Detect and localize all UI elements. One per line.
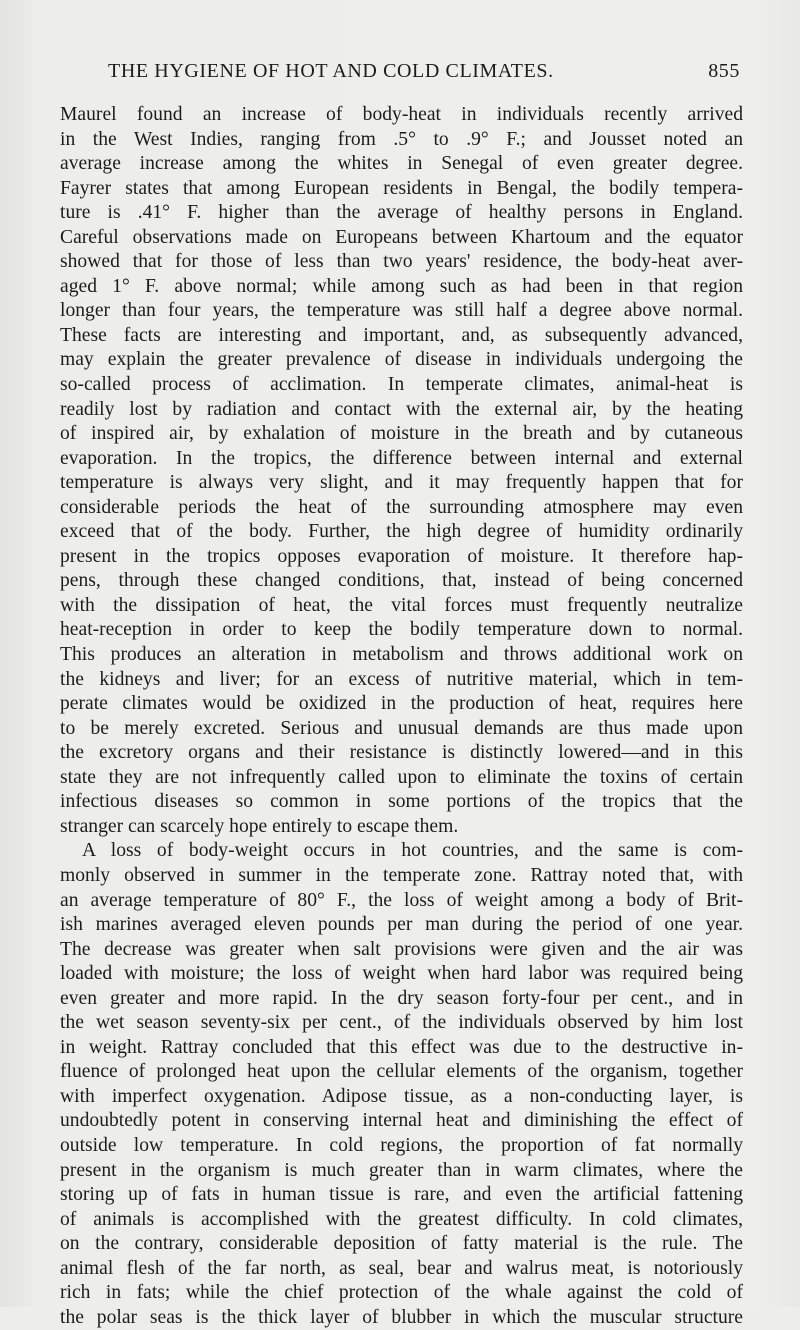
running-title: THE HYGIENE OF HOT AND COLD CLIMATES.: [108, 60, 554, 82]
body-text: [60, 103, 743, 1330]
text-line: to be merely excreted. Serious and unusual demands are thus made upon: [60, 717, 743, 739]
text-line: present in the organism is much greater than in warm climates, where the: [60, 1159, 743, 1181]
text-line: loaded with moisture; the loss of weight when hard labor was required being: [60, 963, 743, 985]
text-line: may explain the greater prevalence of disease in individuals undergoing the: [60, 349, 743, 371]
text-line: storing up of fats in human tissue is rare, and even the artificial fattening: [60, 1184, 743, 1206]
page-number: 855: [708, 60, 740, 82]
text-line: readily lost by radiation and contact with the external air, by the heating: [60, 398, 743, 420]
text-line: These facts are interesting and important, and, as subsequently advanced,: [60, 324, 743, 346]
text-line: state they are not infrequently called upon to eliminate the toxins of certain: [60, 766, 743, 788]
text-line: pens, through these changed conditions, that, instead of being concerned: [60, 570, 743, 592]
text-line: stranger can scarcely hope entirely to escape them.: [60, 815, 459, 837]
text-line: an average temperature of 80° F., the loss of weight among a body of Brit-: [60, 889, 743, 911]
text-line: aged 1° F. above normal; while among such as had been in that region: [60, 275, 743, 297]
text-line: temperature is always very slight, and it may frequently happen that for: [60, 472, 743, 494]
text-line: considerable periods the heat of the surrounding atmosphere may even: [60, 496, 743, 518]
text-line: exceed that of the body. Further, the high degree of humidity ordinarily: [60, 521, 743, 543]
text-line: ture is .41° F. higher than the average of healthy persons in England.: [60, 202, 743, 224]
text-line: rich in fats; while the chief protection of the whale against the cold of: [60, 1282, 743, 1304]
text-line: with imperfect oxygenation. Adipose tissue, as a non-conducting layer, is: [60, 1085, 743, 1107]
text-line: average increase among the whites in Senegal of even greater degree.: [60, 153, 743, 175]
text-line: monly observed in summer in the temperate zone. Rattray noted that, with: [60, 864, 743, 886]
text-line: fluence of prolonged heat upon the cellular elements of the organism, together: [60, 1061, 743, 1083]
text-line: A loss of body-weight occurs in hot countries, and the same is com-: [82, 840, 743, 862]
text-line: on the contrary, considerable deposition of fatty material is the rule. The: [60, 1233, 743, 1255]
text-line: evaporation. In the tropics, the difference between internal and external: [60, 447, 743, 469]
text-line: in the West Indies, ranging from .5° to .9° F.; and Jousset noted an: [60, 128, 743, 150]
text-line: outside low temperature. In cold regions, the proportion of fat normally: [60, 1134, 743, 1156]
text-line: undoubtedly potent in conserving internal heat and diminishing the effect of: [60, 1110, 743, 1132]
text-line: of animals is accomplished with the greatest difficulty. In cold climates,: [60, 1208, 743, 1230]
text-line: The decrease was greater when salt provisions were given and the air was: [60, 938, 743, 960]
text-line: Fayrer states that among European residents in Bengal, the bodily tempera-: [60, 177, 743, 199]
text-line: the polar seas is the thick layer of blubber in which the muscular structure: [60, 1306, 743, 1328]
text-line: infectious diseases so common in some portions of the tropics that the: [60, 791, 743, 813]
text-line: the wet season seventy-six per cent., of the individuals observed by him lost: [60, 1012, 743, 1034]
text-line: longer than four years, the temperature was still half a degree above normal.: [60, 300, 743, 322]
text-line: with the dissipation of heat, the vital forces must frequently neutralize: [60, 594, 743, 616]
text-line: showed that for those of less than two years' residence, the body-heat aver-: [60, 251, 743, 273]
text-line: even greater and more rapid. In the dry season forty-four per cent., and in: [60, 987, 743, 1009]
text-line: in weight. Rattray concluded that this effect was due to the destructive in-: [60, 1036, 743, 1058]
text-line: ish marines averaged eleven pounds per man during the period of one year.: [60, 914, 743, 936]
text-line: the kidneys and liver; for an excess of nutritive material, which in tem-: [60, 668, 743, 690]
text-line: This produces an alteration in metabolism and throws additional work on: [60, 644, 743, 666]
text-line: the excretory organs and their resistance is distinctly lowered—and in this: [60, 742, 743, 764]
text-line: Careful observations made on Europeans between Khartoum and the equator: [60, 226, 743, 248]
text-line: animal flesh of the far north, as seal, bear and walrus meat, is notoriously: [60, 1257, 743, 1279]
running-head: [60, 60, 740, 90]
text-line: so-called process of acclimation. In temperate climates, animal-heat is: [60, 374, 743, 396]
text-line: heat-reception in order to keep the bodily temperature down to normal.: [60, 619, 743, 641]
text-line: Maurel found an increase of body-heat in individuals recently arrived: [60, 104, 743, 125]
text-line: of inspired air, by exhalation of moisture in the breath and by cutaneous: [60, 423, 743, 445]
text-line: perate climates would be oxidized in the production of heat, requires here: [60, 693, 743, 715]
text-line: present in the tropics opposes evaporation of moisture. It therefore hap-: [60, 545, 743, 567]
